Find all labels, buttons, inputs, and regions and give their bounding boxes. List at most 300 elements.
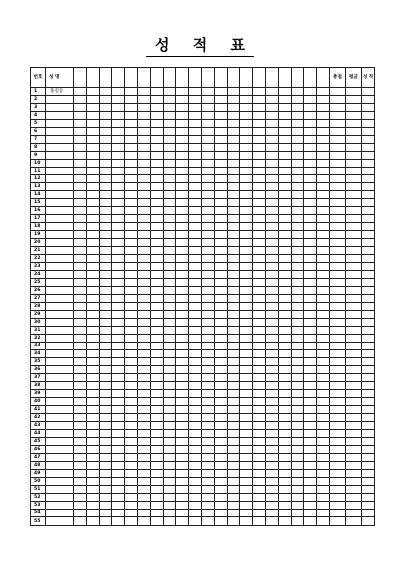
score-cell[interactable] bbox=[137, 223, 150, 231]
score-cell[interactable] bbox=[112, 262, 125, 270]
score-cell[interactable] bbox=[291, 350, 304, 358]
score-cell[interactable] bbox=[304, 103, 317, 111]
score-cell[interactable] bbox=[304, 231, 317, 239]
score-cell[interactable] bbox=[86, 270, 99, 278]
score-cell[interactable] bbox=[112, 509, 125, 517]
score-cell[interactable] bbox=[125, 461, 138, 469]
score-cell[interactable] bbox=[201, 350, 214, 358]
score-cell[interactable] bbox=[137, 159, 150, 167]
score-cell[interactable] bbox=[304, 429, 317, 437]
score-cell[interactable] bbox=[201, 382, 214, 390]
score-cell[interactable] bbox=[137, 127, 150, 135]
score-cell[interactable] bbox=[291, 111, 304, 119]
total-cell[interactable] bbox=[330, 437, 346, 445]
score-cell[interactable] bbox=[74, 318, 87, 326]
score-cell[interactable] bbox=[189, 445, 202, 453]
score-cell[interactable] bbox=[214, 326, 227, 334]
score-cell[interactable] bbox=[150, 509, 163, 517]
score-cell[interactable] bbox=[214, 398, 227, 406]
score-cell[interactable] bbox=[189, 294, 202, 302]
score-cell[interactable] bbox=[317, 342, 330, 350]
score-cell[interactable] bbox=[99, 191, 112, 199]
score-cell[interactable] bbox=[176, 350, 189, 358]
average-cell[interactable] bbox=[346, 119, 362, 127]
score-cell[interactable] bbox=[176, 167, 189, 175]
score-cell[interactable] bbox=[253, 302, 266, 310]
score-cell[interactable] bbox=[304, 262, 317, 270]
average-cell[interactable] bbox=[346, 175, 362, 183]
score-cell[interactable] bbox=[163, 191, 176, 199]
score-cell[interactable] bbox=[291, 302, 304, 310]
score-cell[interactable] bbox=[265, 111, 278, 119]
score-cell[interactable] bbox=[278, 350, 291, 358]
total-cell[interactable] bbox=[330, 167, 346, 175]
score-cell[interactable] bbox=[227, 199, 240, 207]
score-cell[interactable] bbox=[240, 461, 253, 469]
score-cell[interactable] bbox=[125, 493, 138, 501]
average-cell[interactable] bbox=[346, 366, 362, 374]
score-cell[interactable] bbox=[86, 167, 99, 175]
score-cell[interactable] bbox=[227, 88, 240, 96]
score-cell[interactable] bbox=[278, 437, 291, 445]
score-cell[interactable] bbox=[86, 342, 99, 350]
score-cell[interactable] bbox=[253, 429, 266, 437]
total-cell[interactable] bbox=[330, 422, 346, 430]
score-cell[interactable] bbox=[125, 175, 138, 183]
score-cell[interactable] bbox=[291, 286, 304, 294]
score-cell[interactable] bbox=[99, 334, 112, 342]
score-cell[interactable] bbox=[265, 342, 278, 350]
score-cell[interactable] bbox=[74, 485, 87, 493]
score-cell[interactable] bbox=[317, 382, 330, 390]
score-cell[interactable] bbox=[74, 119, 87, 127]
score-cell[interactable] bbox=[150, 119, 163, 127]
score-cell[interactable] bbox=[86, 95, 99, 103]
score-cell[interactable] bbox=[317, 103, 330, 111]
score-cell[interactable] bbox=[253, 366, 266, 374]
score-cell[interactable] bbox=[317, 119, 330, 127]
score-cell[interactable] bbox=[112, 342, 125, 350]
score-cell[interactable] bbox=[201, 143, 214, 151]
score-cell[interactable] bbox=[99, 509, 112, 517]
score-cell[interactable] bbox=[201, 231, 214, 239]
score-cell[interactable] bbox=[176, 215, 189, 223]
score-cell[interactable] bbox=[99, 477, 112, 485]
student-name-cell[interactable] bbox=[46, 310, 74, 318]
score-cell[interactable] bbox=[317, 469, 330, 477]
average-cell[interactable] bbox=[346, 469, 362, 477]
score-cell[interactable] bbox=[125, 429, 138, 437]
grade-cell[interactable] bbox=[362, 270, 375, 278]
score-cell[interactable] bbox=[176, 374, 189, 382]
score-cell[interactable] bbox=[125, 119, 138, 127]
score-cell[interactable] bbox=[86, 350, 99, 358]
score-cell[interactable] bbox=[304, 239, 317, 247]
score-cell[interactable] bbox=[163, 422, 176, 430]
score-cell[interactable] bbox=[214, 517, 227, 526]
score-cell[interactable] bbox=[304, 310, 317, 318]
score-cell[interactable] bbox=[253, 159, 266, 167]
score-cell[interactable] bbox=[150, 88, 163, 96]
score-cell[interactable] bbox=[201, 398, 214, 406]
average-cell[interactable] bbox=[346, 406, 362, 414]
score-cell[interactable] bbox=[163, 366, 176, 374]
student-name-cell[interactable] bbox=[46, 231, 74, 239]
score-cell[interactable] bbox=[74, 207, 87, 215]
grade-cell[interactable] bbox=[362, 255, 375, 263]
score-cell[interactable] bbox=[227, 429, 240, 437]
score-cell[interactable] bbox=[304, 119, 317, 127]
score-cell[interactable] bbox=[278, 453, 291, 461]
score-cell[interactable] bbox=[99, 302, 112, 310]
score-cell[interactable] bbox=[176, 429, 189, 437]
score-cell[interactable] bbox=[137, 231, 150, 239]
score-cell[interactable] bbox=[150, 437, 163, 445]
score-cell[interactable] bbox=[99, 270, 112, 278]
score-cell[interactable] bbox=[74, 95, 87, 103]
score-cell[interactable] bbox=[214, 215, 227, 223]
score-cell[interactable] bbox=[163, 95, 176, 103]
score-cell[interactable] bbox=[137, 358, 150, 366]
score-cell[interactable] bbox=[201, 151, 214, 159]
score-cell[interactable] bbox=[137, 302, 150, 310]
score-cell[interactable] bbox=[214, 262, 227, 270]
average-cell[interactable] bbox=[346, 199, 362, 207]
score-cell[interactable] bbox=[74, 310, 87, 318]
score-cell[interactable] bbox=[278, 374, 291, 382]
score-cell[interactable] bbox=[137, 294, 150, 302]
score-cell[interactable] bbox=[227, 517, 240, 526]
score-cell[interactable] bbox=[317, 406, 330, 414]
score-cell[interactable] bbox=[137, 429, 150, 437]
score-cell[interactable] bbox=[291, 398, 304, 406]
score-cell[interactable] bbox=[163, 199, 176, 207]
score-cell[interactable] bbox=[291, 517, 304, 526]
score-cell[interactable] bbox=[189, 398, 202, 406]
average-cell[interactable] bbox=[346, 326, 362, 334]
score-cell[interactable] bbox=[291, 310, 304, 318]
score-cell[interactable] bbox=[137, 509, 150, 517]
score-cell[interactable] bbox=[112, 469, 125, 477]
score-cell[interactable] bbox=[176, 358, 189, 366]
score-cell[interactable] bbox=[278, 318, 291, 326]
score-cell[interactable] bbox=[86, 111, 99, 119]
student-name-cell[interactable] bbox=[46, 453, 74, 461]
score-cell[interactable] bbox=[317, 95, 330, 103]
score-cell[interactable] bbox=[112, 414, 125, 422]
score-cell[interactable] bbox=[240, 509, 253, 517]
score-cell[interactable] bbox=[176, 453, 189, 461]
score-cell[interactable] bbox=[189, 95, 202, 103]
score-cell[interactable] bbox=[163, 143, 176, 151]
score-cell[interactable] bbox=[304, 461, 317, 469]
score-cell[interactable] bbox=[291, 406, 304, 414]
score-cell[interactable] bbox=[112, 453, 125, 461]
score-cell[interactable] bbox=[214, 358, 227, 366]
score-cell[interactable] bbox=[125, 414, 138, 422]
grade-cell[interactable] bbox=[362, 167, 375, 175]
score-cell[interactable] bbox=[304, 215, 317, 223]
score-cell[interactable] bbox=[137, 310, 150, 318]
score-cell[interactable] bbox=[99, 461, 112, 469]
score-cell[interactable] bbox=[265, 183, 278, 191]
score-cell[interactable] bbox=[137, 119, 150, 127]
score-cell[interactable] bbox=[99, 406, 112, 414]
score-cell[interactable] bbox=[214, 485, 227, 493]
score-cell[interactable] bbox=[150, 247, 163, 255]
total-cell[interactable] bbox=[330, 382, 346, 390]
score-cell[interactable] bbox=[291, 382, 304, 390]
score-cell[interactable] bbox=[304, 342, 317, 350]
score-cell[interactable] bbox=[265, 231, 278, 239]
score-cell[interactable] bbox=[176, 366, 189, 374]
average-cell[interactable] bbox=[346, 88, 362, 96]
score-cell[interactable] bbox=[317, 493, 330, 501]
score-cell[interactable] bbox=[112, 350, 125, 358]
score-cell[interactable] bbox=[253, 334, 266, 342]
score-cell[interactable] bbox=[74, 191, 87, 199]
score-cell[interactable] bbox=[99, 366, 112, 374]
score-cell[interactable] bbox=[304, 453, 317, 461]
score-cell[interactable] bbox=[99, 151, 112, 159]
student-name-cell[interactable] bbox=[46, 342, 74, 350]
score-cell[interactable] bbox=[163, 493, 176, 501]
score-cell[interactable] bbox=[99, 88, 112, 96]
score-cell[interactable] bbox=[125, 135, 138, 143]
score-cell[interactable] bbox=[163, 167, 176, 175]
score-cell[interactable] bbox=[214, 350, 227, 358]
score-cell[interactable] bbox=[304, 517, 317, 526]
score-cell[interactable] bbox=[163, 223, 176, 231]
total-cell[interactable] bbox=[330, 111, 346, 119]
score-cell[interactable] bbox=[240, 262, 253, 270]
student-name-cell[interactable] bbox=[46, 103, 74, 111]
score-cell[interactable] bbox=[99, 358, 112, 366]
student-name-cell[interactable] bbox=[46, 199, 74, 207]
score-cell[interactable] bbox=[265, 88, 278, 96]
score-cell[interactable] bbox=[278, 414, 291, 422]
score-cell[interactable] bbox=[99, 422, 112, 430]
score-cell[interactable] bbox=[189, 183, 202, 191]
score-cell[interactable] bbox=[74, 143, 87, 151]
score-cell[interactable] bbox=[112, 398, 125, 406]
score-cell[interactable] bbox=[201, 247, 214, 255]
score-cell[interactable] bbox=[176, 318, 189, 326]
score-cell[interactable] bbox=[86, 262, 99, 270]
score-cell[interactable] bbox=[240, 429, 253, 437]
score-cell[interactable] bbox=[265, 350, 278, 358]
score-cell[interactable] bbox=[304, 414, 317, 422]
score-cell[interactable] bbox=[265, 469, 278, 477]
grade-cell[interactable] bbox=[362, 326, 375, 334]
score-cell[interactable] bbox=[163, 302, 176, 310]
score-cell[interactable] bbox=[317, 247, 330, 255]
score-cell[interactable] bbox=[150, 374, 163, 382]
score-cell[interactable] bbox=[317, 143, 330, 151]
score-cell[interactable] bbox=[253, 398, 266, 406]
total-cell[interactable] bbox=[330, 103, 346, 111]
score-cell[interactable] bbox=[291, 247, 304, 255]
score-cell[interactable] bbox=[214, 151, 227, 159]
score-cell[interactable] bbox=[150, 517, 163, 526]
score-cell[interactable] bbox=[291, 429, 304, 437]
score-cell[interactable] bbox=[86, 485, 99, 493]
score-cell[interactable] bbox=[227, 103, 240, 111]
score-cell[interactable] bbox=[304, 501, 317, 509]
student-name-cell[interactable] bbox=[46, 270, 74, 278]
score-cell[interactable] bbox=[304, 270, 317, 278]
score-cell[interactable] bbox=[253, 239, 266, 247]
score-cell[interactable] bbox=[189, 302, 202, 310]
score-cell[interactable] bbox=[291, 119, 304, 127]
total-cell[interactable] bbox=[330, 326, 346, 334]
score-cell[interactable] bbox=[253, 350, 266, 358]
score-cell[interactable] bbox=[291, 127, 304, 135]
score-cell[interactable] bbox=[265, 262, 278, 270]
score-cell[interactable] bbox=[214, 437, 227, 445]
score-cell[interactable] bbox=[150, 231, 163, 239]
score-cell[interactable] bbox=[304, 374, 317, 382]
score-cell[interactable] bbox=[176, 278, 189, 286]
score-cell[interactable] bbox=[240, 215, 253, 223]
score-cell[interactable] bbox=[317, 270, 330, 278]
score-cell[interactable] bbox=[150, 159, 163, 167]
score-cell[interactable] bbox=[189, 461, 202, 469]
total-cell[interactable] bbox=[330, 398, 346, 406]
score-cell[interactable] bbox=[74, 358, 87, 366]
score-cell[interactable] bbox=[99, 127, 112, 135]
score-cell[interactable] bbox=[304, 469, 317, 477]
score-cell[interactable] bbox=[227, 326, 240, 334]
score-cell[interactable] bbox=[125, 167, 138, 175]
score-cell[interactable] bbox=[214, 382, 227, 390]
score-cell[interactable] bbox=[125, 469, 138, 477]
score-cell[interactable] bbox=[291, 493, 304, 501]
score-cell[interactable] bbox=[214, 207, 227, 215]
score-cell[interactable] bbox=[112, 517, 125, 526]
score-cell[interactable] bbox=[265, 326, 278, 334]
score-cell[interactable] bbox=[214, 191, 227, 199]
score-cell[interactable] bbox=[137, 501, 150, 509]
average-cell[interactable] bbox=[346, 334, 362, 342]
score-cell[interactable] bbox=[201, 422, 214, 430]
score-cell[interactable] bbox=[253, 509, 266, 517]
score-cell[interactable] bbox=[112, 199, 125, 207]
score-cell[interactable] bbox=[201, 517, 214, 526]
student-name-cell[interactable] bbox=[46, 151, 74, 159]
score-cell[interactable] bbox=[86, 406, 99, 414]
score-cell[interactable] bbox=[304, 350, 317, 358]
score-cell[interactable] bbox=[99, 111, 112, 119]
score-cell[interactable] bbox=[214, 422, 227, 430]
total-cell[interactable] bbox=[330, 366, 346, 374]
score-cell[interactable] bbox=[291, 358, 304, 366]
score-cell[interactable] bbox=[278, 390, 291, 398]
score-cell[interactable] bbox=[278, 429, 291, 437]
score-cell[interactable] bbox=[278, 278, 291, 286]
score-cell[interactable] bbox=[163, 135, 176, 143]
score-cell[interactable] bbox=[150, 151, 163, 159]
score-cell[interactable] bbox=[125, 207, 138, 215]
score-cell[interactable] bbox=[137, 183, 150, 191]
score-cell[interactable] bbox=[201, 366, 214, 374]
score-cell[interactable] bbox=[137, 207, 150, 215]
score-cell[interactable] bbox=[253, 318, 266, 326]
score-cell[interactable] bbox=[112, 302, 125, 310]
score-cell[interactable] bbox=[74, 382, 87, 390]
score-cell[interactable] bbox=[201, 135, 214, 143]
grade-cell[interactable] bbox=[362, 358, 375, 366]
grade-cell[interactable] bbox=[362, 223, 375, 231]
student-name-cell[interactable] bbox=[46, 318, 74, 326]
student-name-cell[interactable] bbox=[46, 429, 74, 437]
score-cell[interactable] bbox=[176, 103, 189, 111]
score-cell[interactable] bbox=[176, 95, 189, 103]
total-cell[interactable] bbox=[330, 199, 346, 207]
score-cell[interactable] bbox=[86, 88, 99, 96]
score-cell[interactable] bbox=[253, 183, 266, 191]
score-cell[interactable] bbox=[150, 493, 163, 501]
score-cell[interactable] bbox=[150, 414, 163, 422]
score-cell[interactable] bbox=[176, 175, 189, 183]
score-cell[interactable] bbox=[125, 398, 138, 406]
score-cell[interactable] bbox=[317, 453, 330, 461]
score-cell[interactable] bbox=[253, 95, 266, 103]
score-cell[interactable] bbox=[278, 334, 291, 342]
score-cell[interactable] bbox=[112, 207, 125, 215]
score-cell[interactable] bbox=[112, 191, 125, 199]
score-cell[interactable] bbox=[99, 414, 112, 422]
score-cell[interactable] bbox=[291, 103, 304, 111]
score-cell[interactable] bbox=[74, 270, 87, 278]
score-cell[interactable] bbox=[163, 183, 176, 191]
student-name-cell[interactable] bbox=[46, 350, 74, 358]
score-cell[interactable] bbox=[304, 358, 317, 366]
score-cell[interactable] bbox=[150, 350, 163, 358]
score-cell[interactable] bbox=[278, 501, 291, 509]
score-cell[interactable] bbox=[137, 286, 150, 294]
score-cell[interactable] bbox=[201, 294, 214, 302]
score-cell[interactable] bbox=[227, 175, 240, 183]
score-cell[interactable] bbox=[278, 310, 291, 318]
score-cell[interactable] bbox=[189, 231, 202, 239]
score-cell[interactable] bbox=[125, 183, 138, 191]
score-cell[interactable] bbox=[74, 167, 87, 175]
score-cell[interactable] bbox=[214, 127, 227, 135]
score-cell[interactable] bbox=[304, 255, 317, 263]
grade-cell[interactable] bbox=[362, 382, 375, 390]
score-cell[interactable] bbox=[317, 286, 330, 294]
score-cell[interactable] bbox=[176, 255, 189, 263]
score-cell[interactable] bbox=[99, 175, 112, 183]
score-cell[interactable] bbox=[291, 422, 304, 430]
score-cell[interactable] bbox=[265, 517, 278, 526]
score-cell[interactable] bbox=[189, 437, 202, 445]
score-cell[interactable] bbox=[240, 318, 253, 326]
score-cell[interactable] bbox=[291, 334, 304, 342]
score-cell[interactable] bbox=[240, 406, 253, 414]
score-cell[interactable] bbox=[150, 191, 163, 199]
average-cell[interactable] bbox=[346, 262, 362, 270]
score-cell[interactable] bbox=[214, 119, 227, 127]
student-name-cell[interactable] bbox=[46, 159, 74, 167]
score-cell[interactable] bbox=[150, 422, 163, 430]
score-cell[interactable] bbox=[240, 183, 253, 191]
score-cell[interactable] bbox=[253, 119, 266, 127]
score-cell[interactable] bbox=[112, 95, 125, 103]
score-cell[interactable] bbox=[278, 151, 291, 159]
score-cell[interactable] bbox=[240, 358, 253, 366]
